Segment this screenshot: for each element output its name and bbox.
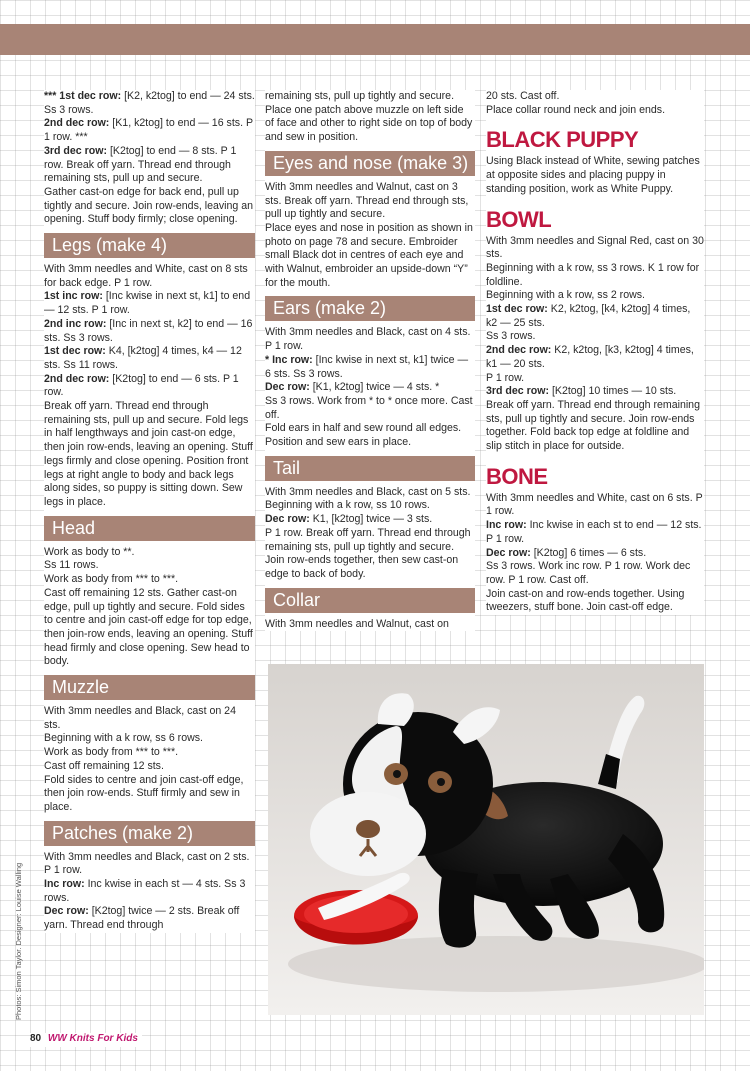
instruction-line xyxy=(265,486,475,513)
instruction-text: Fold ears in half and sew round all edges. Position and sew ears in place. xyxy=(265,422,462,449)
instruction-line xyxy=(486,289,704,303)
instruction-text: With 3mm needles and Black, cast on 2 sts. P 1 row. xyxy=(44,850,250,877)
instruction-line xyxy=(44,400,255,510)
instruction-text: Cast off remaining 12 sts. Gather cast-on edge, pull up tightly and secure. Fold sides to centre and join cast-off edge for top edge, then join-row ends, leaving an opening. Stuff head firmly and close opening. Sew head to body. xyxy=(44,586,253,668)
instruction-line xyxy=(44,345,255,372)
black-puppy-heading: BLACK PUPPY xyxy=(486,127,639,153)
instruction-text: With 3mm needles and Black, cast on 5 sts. Beginning with a k row, ss 10 rows. xyxy=(265,485,471,512)
instruction-text: K2, k2tog, [k4, k2tog] 4 times, k2 — 25 sts. xyxy=(486,303,691,329)
instruction-line xyxy=(486,235,704,262)
instruction-label: 2nd dec row: xyxy=(486,344,552,357)
instruction-line xyxy=(486,155,704,196)
instruction-text: [K2, k2tog] to end — 24 sts. Ss 3 rows. xyxy=(44,90,255,116)
instruction-text: Inc kwise in each st to end — 12 sts. P 1 row. xyxy=(486,519,702,545)
tail-heading: Tail xyxy=(265,456,475,481)
instruction-line xyxy=(44,186,255,227)
instruction-line xyxy=(265,513,475,527)
ears-heading: Ears (make 2) xyxy=(265,296,475,321)
instruction-line xyxy=(44,705,255,732)
black-puppy-instructions xyxy=(486,155,704,196)
instruction-text: [K2tog] to end — 8 sts. P 1 row. Break off yarn. Thread end through remaining sts, pull up and secure. xyxy=(44,144,237,185)
photo-credit: Photos: Simon Taylor. Designer: Louise Walling xyxy=(14,862,23,1020)
instruction-line xyxy=(44,263,255,290)
instruction-line xyxy=(486,547,704,561)
instruction-line xyxy=(265,527,475,582)
body-continued xyxy=(44,90,255,227)
instruction-line xyxy=(265,381,475,395)
instruction-text: With 3mm needles and Black, cast on 4 sts. P 1 row. xyxy=(265,326,471,353)
instruction-label: * Inc row: xyxy=(265,353,313,366)
instruction-label: Dec row: xyxy=(265,381,310,394)
instruction-label: 2nd inc row: xyxy=(44,317,107,330)
instruction-text: 20 sts. Cast off. xyxy=(486,90,560,102)
magazine-title: WW Knits For Kids xyxy=(47,1033,138,1044)
instruction-line xyxy=(44,905,255,932)
instruction-text: Work as body from *** to ***. xyxy=(44,746,179,759)
instruction-line xyxy=(265,222,475,291)
muzzle-heading: Muzzle xyxy=(44,675,255,700)
instruction-line xyxy=(44,318,255,345)
instruction-line xyxy=(265,422,475,449)
instruction-text: Cast off remaining 12 sts. xyxy=(44,759,164,772)
instruction-text: [Inc in next st, k2] to end — 16 sts. Ss 3 rows. xyxy=(44,317,253,344)
instruction-text: Ss 3 rows. xyxy=(486,330,536,343)
column-1 xyxy=(44,90,255,933)
collar-instructions xyxy=(265,618,475,632)
instruction-line xyxy=(44,117,255,144)
bowl-instructions xyxy=(486,235,704,454)
instruction-text: Fold sides to centre and join cast-off edge, then join row-ends. Stuff firmly and sew in place. xyxy=(44,773,244,813)
instruction-label: Dec row: xyxy=(265,513,310,526)
instruction-text: [K2tog] 10 times — 10 sts. Break off yarn. Thread end through remaining sts, pull up tightly and secure. Join row-ends together. Fold back top edge at foldline and slip stitch in place for outside. xyxy=(486,385,700,453)
instruction-text: Beginning with a k row, ss 2 rows. xyxy=(486,289,645,302)
patches-heading: Patches (make 2) xyxy=(44,821,255,846)
instruction-line xyxy=(44,587,255,669)
instruction-text: [K2tog] 6 times — 6 sts. xyxy=(530,546,647,559)
patches-continued xyxy=(265,90,475,145)
instruction-line xyxy=(265,395,475,422)
instruction-text: With 3mm needles and Black, cast on 24 sts. xyxy=(44,705,236,731)
instruction-text: Inc kwise in each st — 4 sts. Ss 3 rows. xyxy=(44,878,246,904)
instruction-label: 2nd dec row: xyxy=(44,372,110,385)
collar-continued xyxy=(486,90,704,117)
eyes-nose-heading: Eyes and nose (make 3) xyxy=(265,151,475,176)
instruction-text: Break off yarn. Thread end through remaining sts, pull up and secure. Fold legs in half lengthways and join cast-on edge, then join row-ends, leaving an opening. Stuff legs firmly and close opening. Position front legs at right angle to body and back legs along sides, so puppy is sitting down. Sew legs in place. xyxy=(44,400,253,508)
puppy-photo xyxy=(268,664,704,1015)
legs-heading: Legs (make 4) xyxy=(44,233,255,258)
column-2 xyxy=(265,90,475,631)
instruction-label: 2nd dec row: xyxy=(44,117,110,130)
instruction-text: [Inc kwise in next st, k1] to end — 12 sts. P 1 row. xyxy=(44,290,251,317)
instruction-text: K2, k2tog, [k3, k2tog] 4 times, k1 — 20 sts. xyxy=(486,344,694,370)
instruction-text: With 3mm needles and White, cast on 6 sts. P 1 row. xyxy=(486,491,703,518)
instruction-line xyxy=(44,90,255,117)
instruction-label: 3rd dec row: xyxy=(44,144,107,157)
instruction-text: P 1 row. xyxy=(486,371,525,384)
instruction-line xyxy=(486,262,704,289)
tail-instructions xyxy=(265,486,475,582)
instruction-text: Work as body to **. xyxy=(44,545,135,558)
column-3 xyxy=(486,90,704,615)
instruction-line xyxy=(44,145,255,186)
bone-heading: BONE xyxy=(486,463,548,489)
instruction-line xyxy=(44,760,255,774)
instruction-text: remaining sts, pull up tightly and secure. Place one patch above muzzle on left side of face and other to right side on top of body and sew in position. xyxy=(265,90,473,144)
instruction-line xyxy=(44,732,255,746)
instruction-line xyxy=(265,326,475,353)
instruction-label: Dec row: xyxy=(486,546,531,559)
instruction-line xyxy=(265,354,475,381)
page-number: 80 xyxy=(30,1033,42,1044)
instruction-line xyxy=(486,90,704,104)
instruction-line xyxy=(486,560,704,587)
instruction-label: Inc row: xyxy=(486,519,527,532)
instruction-line xyxy=(44,373,255,400)
instruction-text: Place collar round neck and join ends. xyxy=(486,103,666,116)
instruction-line xyxy=(486,492,704,519)
instruction-line xyxy=(265,90,475,145)
instruction-text: [K1, k2tog] to end — 16 sts. P 1 row. *** xyxy=(44,117,253,144)
instruction-line xyxy=(44,573,255,587)
instruction-line xyxy=(44,878,255,905)
legs-instructions xyxy=(44,263,255,510)
instruction-text: Join cast-on and row-ends together. Using tweezers, stuff bone. Join cast-off edge. xyxy=(486,587,685,614)
instruction-line xyxy=(44,290,255,317)
instruction-label: 1st inc row: xyxy=(44,290,103,303)
page-footer xyxy=(30,1033,142,1047)
instruction-line xyxy=(265,618,475,632)
instruction-text: Work as body from *** to ***. xyxy=(44,573,179,586)
instruction-text: With 3mm needles and White, cast on 8 sts for back edge. P 1 row. xyxy=(44,263,248,289)
instruction-text: Place eyes and nose in position as shown in photo on page 78 and secure. Embroider small Black dot in centres of each eye and with Walnut, embroider an upside-down “Y” for the mouth. xyxy=(265,221,473,289)
instruction-line xyxy=(486,519,704,546)
instruction-text: Ss 11 rows. xyxy=(44,559,99,572)
instruction-text: [K1, k2tog] twice — 4 sts. * xyxy=(309,381,440,394)
instruction-label: *** 1st dec row: xyxy=(44,90,122,102)
instruction-line xyxy=(486,303,704,330)
instruction-line xyxy=(486,344,704,371)
instruction-label: 1st dec row: xyxy=(44,345,106,358)
head-instructions xyxy=(44,546,255,669)
instruction-line xyxy=(44,851,255,878)
instruction-text: Using Black instead of White, sewing patches at opposite sides and placing puppy in standing position, work as White Puppy. xyxy=(486,155,700,195)
instruction-text: Ss 3 rows. Work from * to * once more. Cast off. xyxy=(265,394,473,421)
instruction-text: Ss 3 rows. Work inc row. P 1 row. Work dec row. P 1 row. Cast off. xyxy=(486,560,691,586)
instruction-line xyxy=(486,372,704,386)
instruction-text: K1, [k2tog] twice — 3 sts. xyxy=(309,513,433,526)
instruction-text: With 3mm needles and Signal Red, cast on 30 sts. xyxy=(486,234,704,261)
instruction-text: With 3mm needles and Walnut, cast on 3 sts. Break off yarn. Thread end through sts, pull up tightly and secure. xyxy=(265,180,469,221)
instruction-line xyxy=(44,774,255,815)
instruction-line xyxy=(44,559,255,573)
top-color-band xyxy=(0,24,750,55)
instruction-label: 1st dec row: xyxy=(486,303,548,316)
instruction-text: Beginning with a k row, ss 3 rows. K 1 row for foldline. xyxy=(486,261,700,288)
instruction-label: 3rd dec row: xyxy=(486,385,549,398)
instruction-line xyxy=(486,588,704,615)
instruction-line xyxy=(265,181,475,222)
bone-instructions xyxy=(486,492,704,615)
instruction-text: Gather cast-on edge for back end, pull up tightly and secure. Join row-ends, leaving an opening. Stuff body firmly; close opening. xyxy=(44,185,254,226)
instruction-line xyxy=(486,104,704,118)
instruction-text: Beginning with a k row, ss 6 rows. xyxy=(44,732,203,745)
instruction-line xyxy=(44,546,255,560)
instruction-line xyxy=(486,385,704,454)
instruction-text: [K2tog] to end — 6 sts. P 1 row. xyxy=(44,372,239,399)
instruction-line xyxy=(44,746,255,760)
instruction-line xyxy=(486,330,704,344)
collar-heading: Collar xyxy=(265,588,475,613)
instruction-text: P 1 row. Break off yarn. Thread end through remaining sts, pull up tightly and secure. Join row-ends together, then sew cast-on edge to back of body. xyxy=(265,526,471,580)
instruction-text: [Inc kwise in next st, k1] twice — 6 sts. Ss 3 rows. xyxy=(265,353,469,380)
eyes-nose-instructions xyxy=(265,181,475,291)
instruction-text: K4, [k2tog] 4 times, k4 — 12 sts. Ss 11 rows. xyxy=(44,345,242,371)
instruction-text: With 3mm needles and Walnut, cast on xyxy=(265,617,449,630)
bowl-heading: BOWL xyxy=(486,206,552,232)
instruction-text: [K2tog] twice — 2 sts. Break off yarn. Thread end through xyxy=(44,905,240,932)
head-heading: Head xyxy=(44,516,255,541)
instruction-label: Inc row: xyxy=(44,878,85,891)
muzzle-instructions xyxy=(44,705,255,815)
instruction-label: Dec row: xyxy=(44,905,89,918)
ears-instructions xyxy=(265,326,475,449)
patches-instructions xyxy=(44,851,255,933)
